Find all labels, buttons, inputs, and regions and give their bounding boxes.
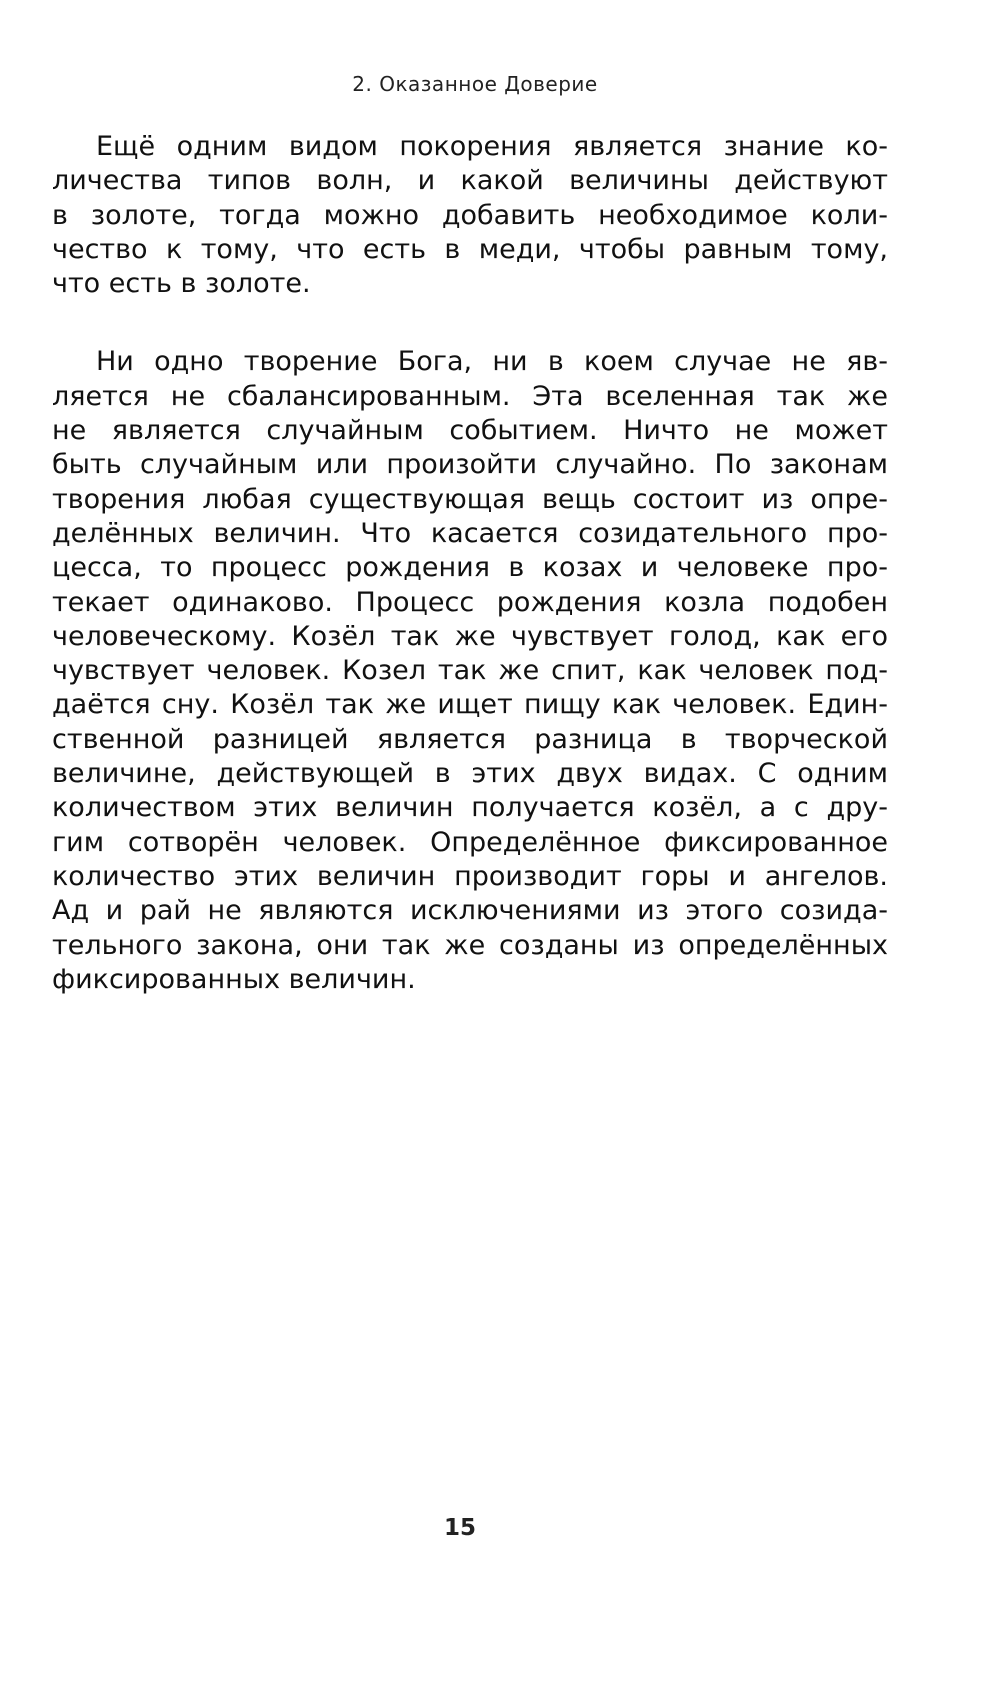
text-line: быть случайным или произойти случайно. По законам — [52, 449, 888, 481]
paragraph-spacer — [52, 301, 888, 345]
text-line: величине, действующей в этих двух видах. С одним — [52, 758, 888, 790]
text-line: текает одинаково. Процесс рождения козла подобен — [52, 586, 888, 618]
page-number: 15 — [443, 1515, 476, 1541]
text-line: тельного закона, они так же созданы из определённых — [52, 929, 888, 961]
text-line: делённых величин. Что касается созидательного про- — [52, 517, 888, 549]
text-line: количеством этих величин получается козёл, а с дру- — [52, 792, 888, 824]
text-line: личества типов волн, и какой величины действуют — [52, 165, 888, 197]
text-line: творения любая существующая вещь состоит из опре- — [52, 483, 888, 515]
text-line: что есть в золоте. — [52, 268, 311, 300]
text-line: даётся сну. Козёл так же ищет пищу как человек. Един- — [52, 689, 888, 721]
text-line: в золоте, тогда можно добавить необходимое коли- — [52, 199, 888, 231]
paragraph-2 — [52, 345, 888, 997]
text-line: количество этих величин производит горы и ангелов. — [52, 860, 888, 892]
text-line: гим сотворён человек. Определённое фиксированное — [52, 826, 888, 858]
text-line: цесса, то процесс рождения в козах и человеке про- — [52, 552, 888, 584]
text-line: чество к тому, что есть в меди, чтобы равным тому, — [52, 233, 888, 265]
text-line: ляется не сбалансированным. Эта вселенная так же — [52, 380, 888, 412]
text-line: Ни одно творение Бога, ни в коем случае не яв- — [96, 346, 888, 378]
text-line: Ад и рай не являются исключениями из этого созида- — [52, 895, 888, 927]
text-line: не является случайным событием. Ничто не может — [52, 415, 888, 447]
text-line: ственной разницей является разница в творческой — [52, 723, 888, 755]
text-line: чувствует человек. Козел так же спит, как человек под- — [52, 655, 888, 687]
text-line: фиксированных величин. — [52, 963, 416, 995]
text-line: человеческому. Козёл так же чувствует голод, как его — [52, 620, 888, 652]
paragraph-1 — [52, 130, 888, 301]
running-header: 2. Оказанное Доверие — [352, 72, 598, 96]
body-text — [52, 130, 888, 997]
text-line: Ещё одним видом покорения является знание ко- — [96, 131, 888, 162]
